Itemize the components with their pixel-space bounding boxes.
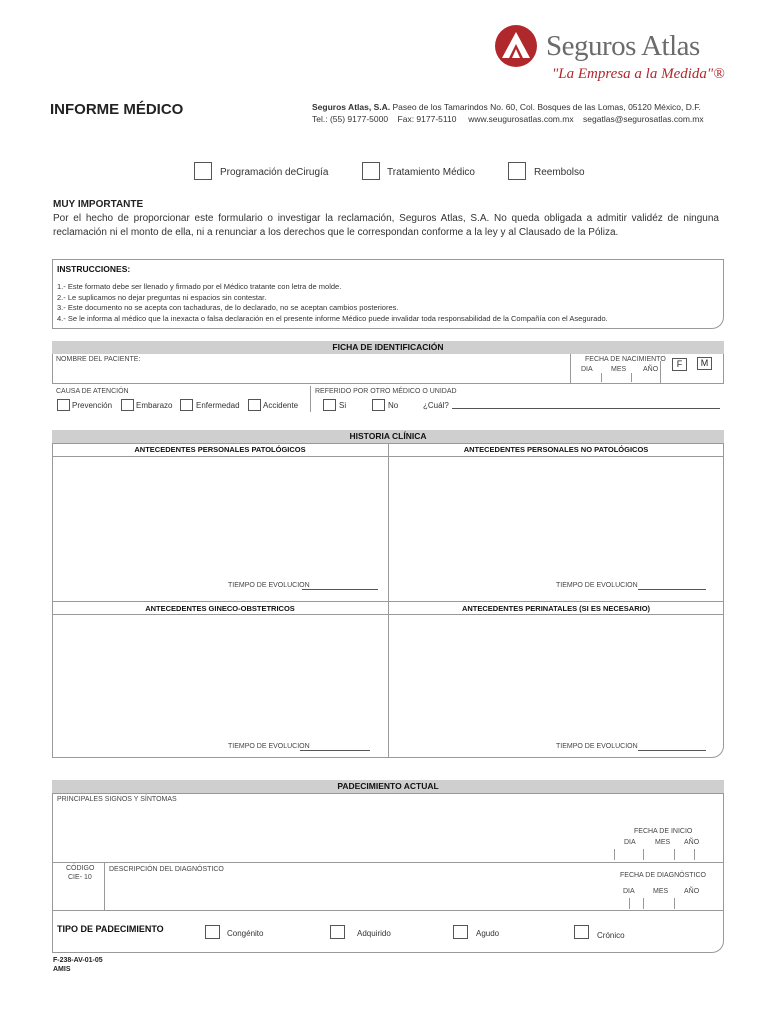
instructions-list: [57, 282, 717, 324]
company-contact: Tel.: (55) 9177-5000 Fax: 9177-5110 www.seugurosatlas.com.mx segatlas@segurosatlas.com.mx: [312, 114, 704, 124]
referred-label: REFERIDO POR OTRO MÉDICO O UNIDAD: [315, 388, 457, 395]
patient-name-label: NOMBRE DEL PACIENTE:: [56, 356, 141, 363]
tiempo-evolucion-field[interactable]: [638, 750, 706, 751]
option-label-reembolso: Reembolso: [534, 167, 585, 178]
birth-dia: DIA: [581, 366, 593, 373]
divider: [52, 601, 724, 602]
important-title: MUY IMPORTANTE: [53, 199, 144, 210]
logo: [494, 22, 538, 70]
divider: [104, 862, 105, 910]
atlas-logo-icon: [494, 22, 538, 70]
historia-header: HISTORIA CLÍNICA: [52, 430, 724, 443]
sex-f-label: F: [676, 359, 683, 369]
company-name: Seguros Atlas, S.A.: [312, 102, 391, 112]
apnp-header: ANTECEDENTES PERSONALES NO PATOLÓGICOS: [463, 445, 649, 454]
tiempo-evolucion-label: TIEMPO DE EVOLUCION: [556, 582, 638, 589]
instruction-item: 2.- Le suplicamos no dejar preguntas ni espacios sin contestar.: [57, 292, 267, 302]
diag-dia: DIA: [623, 888, 635, 895]
referido-no-label: No: [388, 401, 399, 410]
signos-label: PRINCIPALES SIGNOS Y SÍNTOMAS: [57, 796, 177, 803]
cause-embarazo-label: Embarazo: [136, 401, 173, 410]
diag-mes: MES: [653, 888, 669, 895]
date-tick: [629, 898, 630, 909]
checkbox-referido-si[interactable]: [323, 399, 336, 411]
descripcion-label: DESCRIPCIÓN DEL DIAGNÓSTICO: [109, 866, 224, 873]
checkbox-reembolso[interactable]: [508, 162, 526, 180]
fecha-diagnostico-label: FECHA DE DIAGNÓSTICO: [620, 872, 706, 879]
company-address: Paseo de los Tamarindos No. 60, Col. Bosques de las Lomas, 05120 México, D.F.: [392, 102, 701, 112]
referido-cual-label: ¿Cuál?: [423, 401, 449, 410]
tipo-agudo-label: Agudo: [476, 929, 500, 938]
padecimiento-header: PADECIMIENTO ACTUAL: [52, 780, 724, 793]
inicio-dia: DIA: [624, 839, 636, 846]
option-label-programacion: Programación deCirugía: [220, 167, 329, 178]
date-tick: [643, 849, 644, 860]
date-tick: [674, 898, 675, 909]
brand-slogan: "La Empresa a la Medida"®: [552, 66, 725, 82]
divider: [52, 910, 724, 911]
checkbox-congenito[interactable]: [205, 925, 220, 939]
cause-label: CAUSA DE ATENCIÓN: [56, 388, 129, 395]
tipo-cronico-label: Crónico: [597, 931, 625, 940]
divider: [52, 862, 724, 863]
tiempo-evolucion-label: TIEMPO DE EVOLUCION: [228, 582, 310, 589]
checkbox-embarazo[interactable]: [121, 399, 134, 411]
tipo-congenito-label: Congénito: [227, 929, 264, 938]
aper-header: ANTECEDENTES PERINATALES (SI ES NECESARIO): [461, 604, 651, 613]
checkbox-programacion-cirugia[interactable]: [194, 162, 212, 180]
tiempo-evolucion-label: TIEMPO DE EVOLUCION: [228, 743, 310, 750]
tipo-adquirido-label: Adquirido: [357, 929, 391, 938]
referido-cual-field[interactable]: [452, 408, 720, 409]
sex-m-label: M: [700, 358, 709, 368]
date-tick: [643, 898, 644, 909]
tiempo-evolucion-field[interactable]: [300, 750, 370, 751]
checkbox-accidente[interactable]: [248, 399, 261, 411]
date-tick: [631, 373, 632, 382]
tiempo-evolucion-label: TIEMPO DE EVOLUCION: [556, 743, 638, 750]
date-tick: [674, 849, 675, 860]
checkbox-tratamiento-medico[interactable]: [362, 162, 380, 180]
inicio-ano: AÑO: [684, 839, 700, 846]
app-header: ANTECEDENTES PERSONALES PATOLÓGICOS: [134, 445, 306, 454]
inicio-mes: MES: [655, 839, 671, 846]
birth-date-label: FECHA DE NACIMIENTO: [585, 356, 666, 363]
diag-ano: AÑO: [684, 888, 700, 895]
cause-accidente-label: Accidente: [263, 401, 299, 410]
sex-f-checkbox[interactable]: [672, 358, 687, 371]
cie-label: CIE- 10: [68, 874, 92, 881]
checkbox-adquirido[interactable]: [330, 925, 345, 939]
date-tick: [660, 361, 661, 383]
cause-prevencion-label: Prevención: [72, 401, 113, 410]
instruction-item: 3.- Este documento no se acepta con tachaduras, de lo declarado, no se aceptan cambios posteriores.: [57, 303, 399, 312]
referido-si-label: Si: [339, 401, 347, 410]
cause-enfermedad-label: Enfermedad: [196, 401, 240, 410]
tipo-padecimiento-title: TIPO DE PADECIMIENTO: [57, 924, 164, 934]
option-label-tratamiento: Tratamiento Médico: [387, 167, 475, 178]
checkbox-referido-no[interactable]: [372, 399, 385, 411]
ficha-header: FICHA DE IDENTIFICACIÓN: [52, 341, 724, 354]
company-address-line: [312, 102, 701, 112]
page-title: INFORME MÉDICO: [50, 101, 184, 118]
brand-name: Seguros Atlas: [546, 30, 700, 62]
divider: [310, 386, 311, 412]
divider: [52, 614, 724, 615]
date-tick: [614, 849, 615, 860]
instruction-item: 4.- Se le informa al médico que la inexacta o falsa declaración en el presente informe Médico puede invalidar toda responsabilidad de la Compañía con el Asegurado.: [57, 313, 608, 323]
sex-m-checkbox[interactable]: [697, 357, 712, 370]
instructions-title: INSTRUCCIONES:: [57, 264, 131, 274]
divider: [570, 354, 571, 384]
checkbox-prevencion[interactable]: [57, 399, 70, 411]
checkbox-agudo[interactable]: [453, 925, 468, 939]
important-text: Por el hecho de proporcionar este formulario o investigar la reclamación, Seguros Atlas, S.A. No queda obligada a admitir validéz de ninguna reclamación ni el monto de ella, ni a renunciar a los derechos que le correspondan conforme a la ley y al Clausado de la Póliza.: [53, 213, 719, 238]
form-code: F-238-AV-01-05: [53, 957, 103, 964]
birth-ano: AÑO: [643, 366, 659, 373]
divider: [52, 456, 724, 457]
birth-mes: MES: [611, 366, 627, 373]
codigo-label: CÓDIGO: [66, 865, 95, 872]
tiempo-evolucion-field[interactable]: [638, 589, 706, 590]
checkbox-enfermedad[interactable]: [180, 399, 193, 411]
tiempo-evolucion-field[interactable]: [302, 589, 378, 590]
form-org: AMIS: [53, 966, 71, 973]
date-tick: [694, 849, 695, 860]
fecha-inicio-label: FECHA DE INICIO: [634, 828, 693, 835]
ago-header: ANTECEDENTES GINECO-OBSTETRICOS: [145, 604, 295, 613]
instruction-item: 1.- Este formato debe ser llenado y firmado por el Médico tratante con letra de molde.: [57, 282, 342, 291]
checkbox-cronico[interactable]: [574, 925, 589, 939]
date-tick: [601, 373, 602, 382]
